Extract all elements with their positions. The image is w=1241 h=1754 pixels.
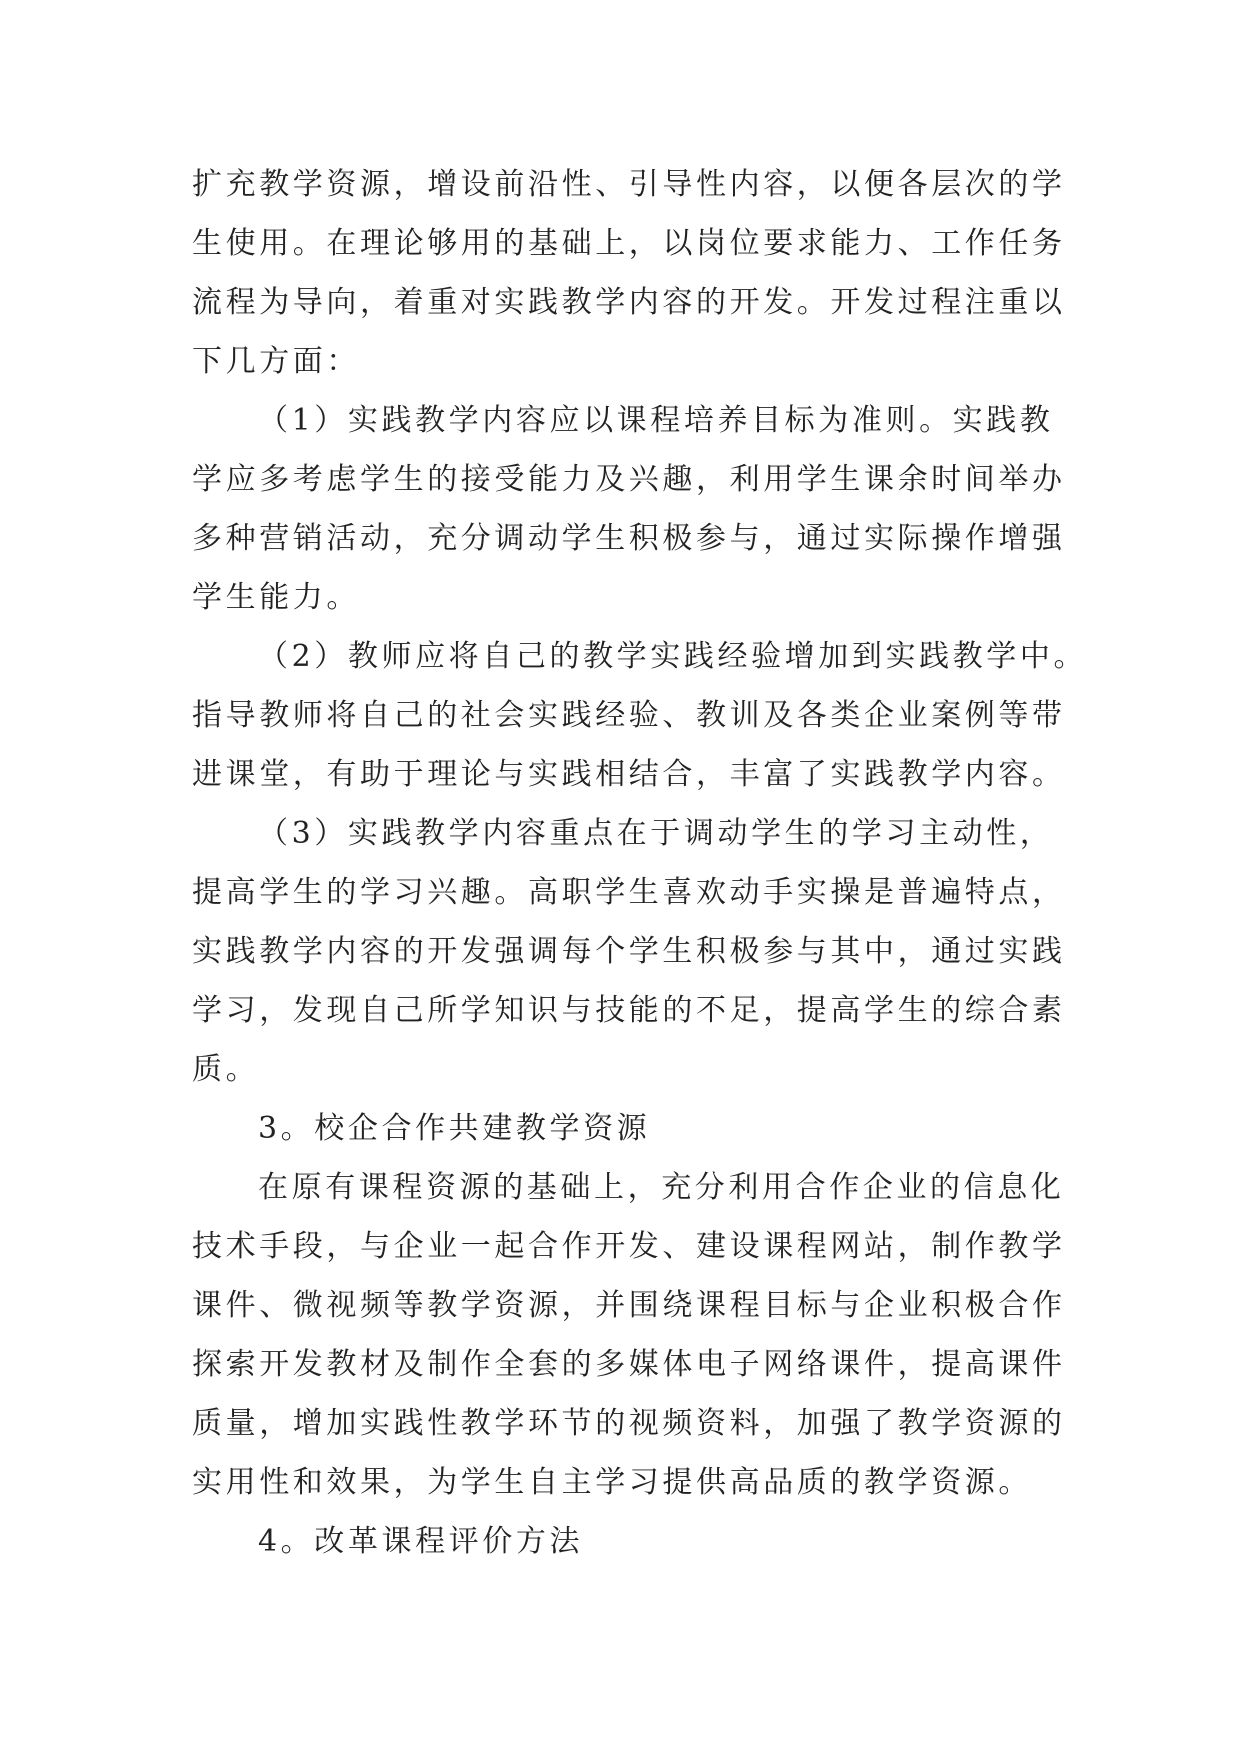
text-line: 课件、微视频等教学资源，并围绕课程目标与企业积极合作 (192, 1288, 1066, 1323)
list-item-heading: （2）教师应将自己的教学实践经验增加到实践教学中。 (258, 639, 1088, 674)
list-item-heading: （1）实践教学内容应以课程培养目标为准则。实践教 (258, 403, 1054, 438)
section-heading: 3。校企合作共建教学资源 (258, 1111, 651, 1146)
text-line: 指导教师将自己的社会实践经验、教训及各类企业案例等带 (192, 698, 1066, 733)
text-line: 学应多考虑学生的接受能力及兴趣，利用学生课余时间举办 (192, 462, 1066, 497)
text-line: 探索开发教材及制作全套的多媒体电子网络课件，提高课件 (192, 1347, 1066, 1382)
text-line: 在原有课程资源的基础上，充分利用合作企业的信息化 (258, 1170, 1065, 1205)
list-item-heading: （3）实践教学内容重点在于调动学生的学习主动性， (258, 816, 1054, 851)
text-line: 实践教学内容的开发强调每个学生积极参与其中，通过实践 (192, 934, 1066, 969)
text-line: 质。 (192, 1052, 260, 1087)
text-line: 下几方面： (192, 344, 360, 379)
text-line: 技术手段，与企业一起合作开发、建设课程网站，制作教学 (192, 1229, 1066, 1264)
text-line: 多种营销活动，充分调动学生积极参与，通过实际操作增强 (192, 521, 1066, 556)
text-line: 扩充教学资源，增设前沿性、引导性内容，以便各层次的学 (192, 167, 1066, 202)
text-line: 质量，增加实践性教学环节的视频资料，加强了教学资源的 (192, 1406, 1066, 1441)
text-line: 进课堂，有助于理论与实践相结合，丰富了实践教学内容。 (192, 757, 1066, 792)
text-line: 生使用。在理论够用的基础上，以岗位要求能力、工作任务 (192, 226, 1066, 261)
text-line: 学生能力。 (192, 580, 360, 615)
section-heading: 4。改革课程评价方法 (258, 1524, 584, 1559)
text-line: 流程为导向，着重对实践教学内容的开发。开发过程注重以 (192, 285, 1066, 320)
text-line: 实用性和效果，为学生自主学习提供高品质的教学资源。 (192, 1465, 1032, 1500)
text-line: 学习，发现自己所学知识与技能的不足，提高学生的综合素 (192, 993, 1066, 1028)
text-line: 提高学生的学习兴趣。高职学生喜欢动手实操是普遍特点， (192, 875, 1066, 910)
